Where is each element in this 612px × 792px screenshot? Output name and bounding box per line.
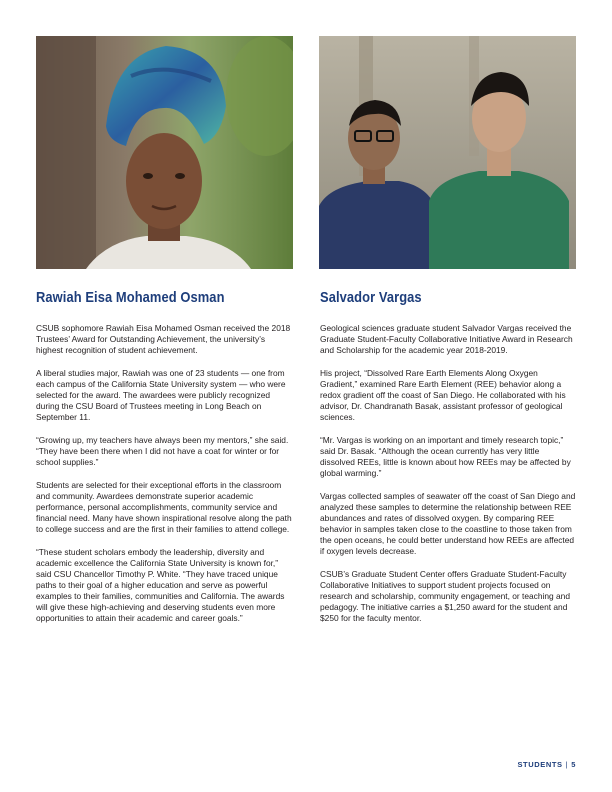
paragraph: CSUB sophomore Rawiah Eisa Mohamed Osman received the 2018 Trustees’ Award for Outstanding Achievement, the university’s highest recognition of student achievement. <box>36 323 291 355</box>
paragraph: CSUB’s Graduate Student Center offers Graduate Student-Faculty Collaborative Initiatives to support student projects focused on research and scholarship, community engagement, or teaching and pedagogy. The initiative carries a $1,250 award for the student and $250 for the faculty mentor. <box>320 569 570 623</box>
honoree-name-rawiah: Rawiah Eisa Mohamed Osman <box>36 289 225 306</box>
paragraph: Students are selected for their exceptional efforts in the classroom and community. Awardees demonstrate superior academic performance, personal accomplishments, community service and financial need. Many have shown inspirational resolve along the path to college success and are the first in their families to attend college. <box>36 480 292 534</box>
paragraph: A liberal studies major, Rawiah was one of 23 students — one from each campus of the California State University system — who were selected for the award. The awardees were publicly recognized during the CSU Board of Trustees meeting in Long Beach on September 11. <box>36 368 286 422</box>
footer-separator: | <box>565 760 569 769</box>
photo-salvador-vargas <box>319 36 576 269</box>
honoree-name-salvador: Salvador Vargas <box>320 289 422 306</box>
paragraph: His project, “Dissolved Rare Earth Elements Along Oxygen Gradient,” examined Rare Earth Element (REE) behavior along a redox gradient off the coast of San Diego. He collaborated with his advisor, Dr. Chandranath Basak, assistant professor of geological sciences. <box>320 368 566 422</box>
footer-section: STUDENTS <box>517 760 563 769</box>
paragraph: Vargas collected samples of seawater off the coast of San Diego and analyzed these samples to determine the relationship between REE abundances and rates of dissolved oxygen. By comparing REE behavior in samples taken close to the coastline to those taken from the open oceans, he could better understand how REEs are affected if oxygen levels decrease. <box>320 491 576 556</box>
article-rawiah-osman <box>36 289 292 636</box>
page-number: 5 <box>571 760 576 769</box>
article-salvador-vargas <box>320 289 576 636</box>
paragraph: “Mr. Vargas is working on an important and timely research topic,” said Dr. Basak. “Although the ocean currently has very little dissolved REEs, little is known about how REEs may be affected by global warming.” <box>320 435 571 478</box>
page-footer <box>517 760 576 769</box>
paragraph: Geological sciences graduate student Salvador Vargas received the Graduate Student-Faculty Collaborative Initiative Award in Research and Scholarship for the academic year 2018-2019. <box>320 323 573 355</box>
paragraph: “These student scholars embody the leadership, diversity and academic excellence the California State University is known for,” said CSU Chancellor Timothy P. White. “They have traced unique paths to their goal of a higher education and serve as powerful examples to their families, communities and California. The awards will give these high-achieving and deserving students even more opportunities to attain their academic and career goals.” <box>36 547 285 623</box>
photo-rawiah-osman <box>36 36 293 269</box>
paragraph: “Growing up, my teachers have always been my mentors,” she said. “They have been there when I did not have a coat for winter or for school supplies.” <box>36 435 289 467</box>
